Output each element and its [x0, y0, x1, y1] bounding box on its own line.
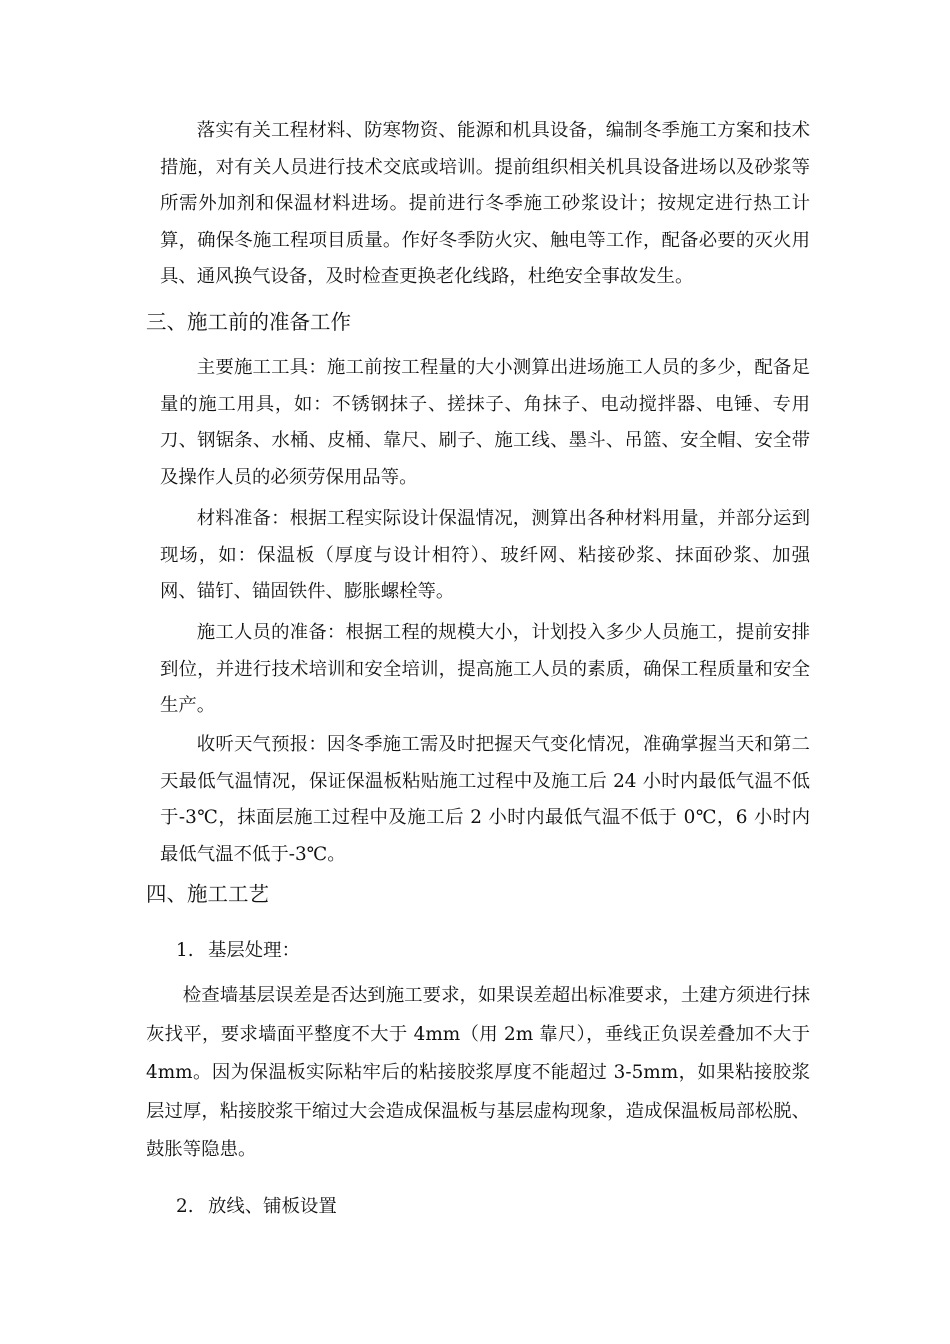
personnel-paragraph: 施工人员的准备：根据工程的规模大小，计划投入多少人员施工，提前安排到位，并进行技术培训和安全培训，提高施工人员的素质，确保工程质量和安全生产。: [160, 622, 810, 716]
item2-number: 2.: [176, 1196, 194, 1217]
materials-paragraph: 材料准备：根据工程实际设计保温情况，测算出各种材料用量，并部分运到现场，如：保温板（厚度与设计相符）、玻纤网、粘接砂浆、抹面砂浆、加强网、锚钉、锚固铁件、膨胀螺栓等。: [160, 508, 810, 602]
item2-title: 放线、铺板设置: [208, 1196, 337, 1217]
item1-heading: [176, 936, 300, 966]
weather-paragraph: 收听天气预报：因冬季施工需及时把握天气变化情况，准确掌握当天和第二天最低气温情况，保证保温板粘贴施工过程中及施工后 24 小时内最低气温不低于-3℃，抹面层施工过程中及施工后 2 小时内最低气温不低于 0℃，6 小时内最低气温不低于-3℃。: [160, 734, 810, 865]
item1-body: 检查墙基层误差是否达到施工要求，如果误差超出标准要求，土建方须进行抹灰找平，要求墙面平整度不大于 4mm（用 2m 靠尺），垂线正负误差叠加不大于 4mm。因为保温板实际粘牢后的粘接胶浆厚度不能超过 3-5mm，如果粘接胶浆层过厚，粘接胶浆干缩过大会造成保温板与基层虚构现象，造成保温板局部松脱、鼓胀等隐患。: [146, 985, 810, 1160]
intro-paragraph: 落实有关工程材料、防寒物资、能源和机具设备，编制冬季施工方案和技术措施，对有关人员进行技术交底或培训。提前组织相关机具设备进场以及砂浆等所需外加剂和保温材料进场。提前进行冬季施工砂浆设计；按规定进行热工计算，确保冬施工程项目质量。作好冬季防火灾、触电等工作，配备必要的灭火用具、通风换气设备，及时检查更换老化线路，杜绝安全事故发生。: [160, 120, 810, 287]
item1-title: 基层处理：: [208, 940, 300, 961]
section4-heading: 四、施工工艺: [146, 882, 269, 906]
item1-number: 1.: [176, 940, 194, 961]
section3-heading: 三、施工前的准备工作: [146, 310, 351, 334]
item2-heading: [176, 1192, 337, 1222]
tools-paragraph: 主要施工工具：施工前按工程量的大小测算出进场施工人员的多少，配备足量的施工用具，如：不锈钢抹子、搓抹子、角抹子、电动搅拌器、电锤、专用刀、钢锯条、水桶、皮桶、靠尺、刷子、施工线、墨斗、吊篮、安全帽、安全带及操作人员的必须劳保用品等。: [160, 357, 810, 488]
